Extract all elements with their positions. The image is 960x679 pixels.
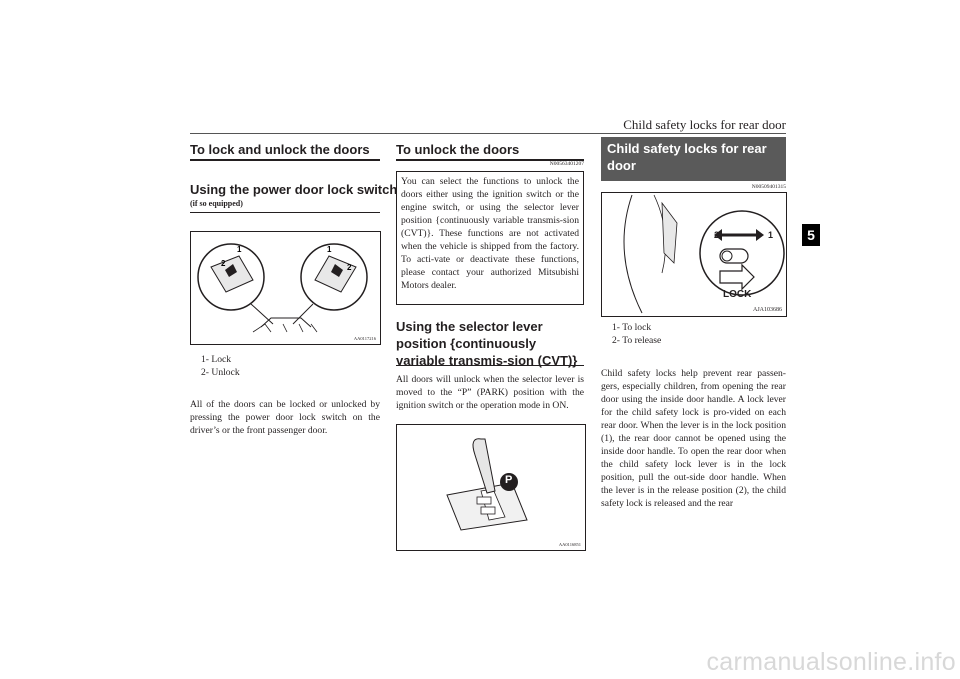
figure-code: AA0116851 xyxy=(558,542,581,547)
col3-code: N00509401315 xyxy=(751,184,786,190)
col3-body-text: Child safety locks help prevent rear passen-gers, especially children, from opening the rear door using the inside door handle. A lock lever for the child safety lock is pro-vided on each rear door. When the lever is in the lock position (1), the rear door cannot be opened using the inside door handle. To open the rear door when the child safety lock lever is in the lock position, pull the out-side door handle. When the lever is in the release position (2), the child safety lock is released and the rear xyxy=(601,368,786,509)
col2-subheading: Using the selector lever position {continuously variable transmis-sion (CVT)} xyxy=(396,319,578,368)
col1-subheading-rule xyxy=(190,212,380,213)
selector-lever-figure xyxy=(396,424,586,551)
legend-item: 1- To lock xyxy=(612,322,652,333)
selector-lever-illustration xyxy=(397,425,585,550)
power-door-lock-switch-figure xyxy=(190,231,381,345)
figure-code: AA0117216 xyxy=(353,336,376,341)
col1-body-text: All of the doors can be locked or unlocked by pressing the power door lock switch on the driver’s or the front passenger door. xyxy=(190,399,380,436)
figure-label-lock: LOCK xyxy=(723,289,752,300)
col1-subheading-note: (if so equipped) xyxy=(190,199,243,208)
col2-heading: To unlock the doors xyxy=(396,142,520,157)
park-label: P xyxy=(505,474,513,486)
figure-label-2: 2 xyxy=(714,230,720,240)
legend-item: 2- To release xyxy=(612,335,662,346)
legend-item: 2- Unlock xyxy=(201,367,240,378)
chapter-tab: 5 xyxy=(802,224,820,246)
legend-item: 1- Lock xyxy=(201,354,232,365)
svg-text:1: 1 xyxy=(237,245,242,254)
figure-label-1: 1 xyxy=(768,230,774,240)
svg-text:2: 2 xyxy=(221,259,226,268)
col2-subheading-rule xyxy=(396,365,584,366)
col1-heading: To lock and unlock the doors xyxy=(190,142,370,157)
col2-note-box: You can select the functions to unlock the doors either using the ignition switch or the engine switch, or using the selector lever position {continuously variable transmis-sion (CVT)}. These functions are not activated when the vehicle is shipped from the factory. To acti-vate or deactivate these functions, please contact your authorized Mitsubishi Motors dealer. xyxy=(396,171,584,305)
col1-heading-rule xyxy=(190,159,380,161)
col3-heading: Child safety locks for rear door xyxy=(601,137,786,181)
header-rule xyxy=(190,133,786,134)
col2-body-text: All doors will unlock when the selector lever is moved to the “P” (PARK) position with the ignition switch or the operation mode in ON. xyxy=(396,374,584,411)
svg-text:2: 2 xyxy=(347,263,352,272)
col1-subheading: Using the power door lock switch xyxy=(190,182,398,197)
child-lock-figure xyxy=(601,192,787,317)
col2-code: N00563401207 xyxy=(549,161,584,167)
svg-text:1: 1 xyxy=(327,245,332,254)
watermark: carmanualsonline.info xyxy=(706,648,956,676)
door-lock-switch-illustration xyxy=(191,232,380,344)
figure-code: AJA103686 xyxy=(752,307,782,313)
child-lock-illustration xyxy=(602,193,786,316)
page-header-title: Child safety locks for rear door xyxy=(623,117,786,132)
